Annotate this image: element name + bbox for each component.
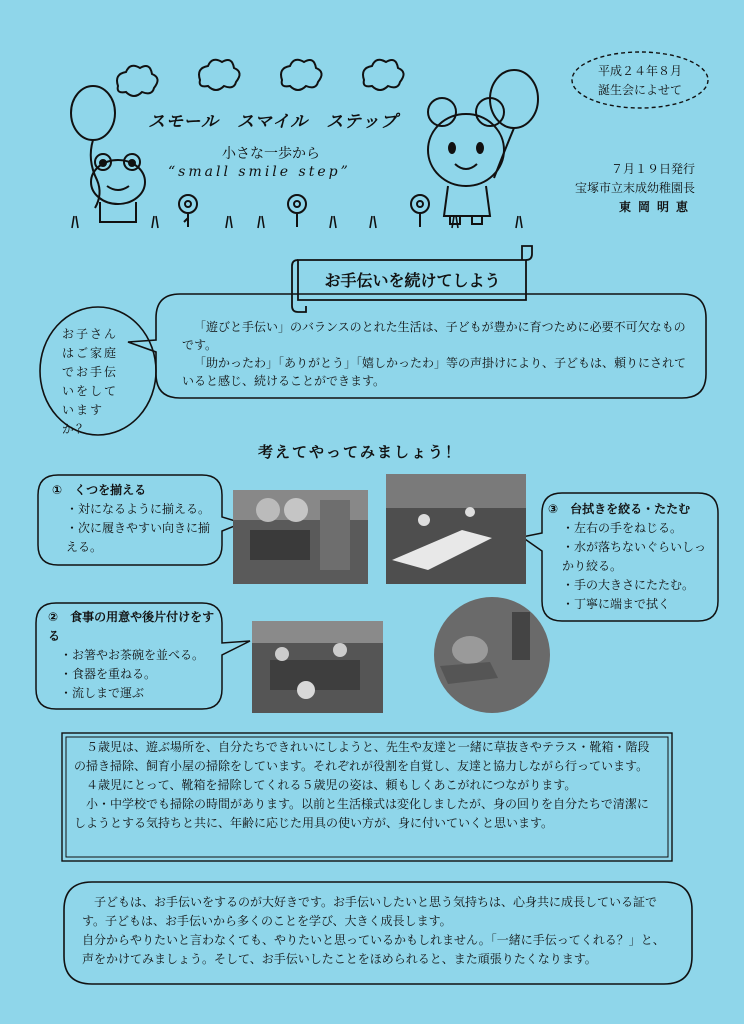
flower-icon	[288, 195, 306, 227]
card-item: ・手の大きさにたたむ。	[562, 578, 695, 592]
card-item: ・丁寧に端まで拭く	[562, 597, 671, 611]
oval-line-2: 誕生会によせて	[597, 83, 682, 97]
card-meal	[48, 608, 220, 703]
box-para-3: 小・中学校でも掃除の時間があります。以前と生活様式は変化しましたが、身の回りを自分たちで清潔にしようとする気持ちと共に、年齢に応じた用具の使い方が、身に付いていくと思います。	[74, 797, 649, 830]
card-item: ・対になるように揃える。	[66, 502, 211, 516]
card-item: ・水が落ちないぐらいしっかり絞る。	[562, 540, 707, 573]
photo-wiping	[434, 597, 550, 713]
card-item: ・流しまで運ぶ	[60, 686, 145, 700]
issuer: 宝塚市立末成幼稚園長	[574, 181, 695, 195]
banner-heading: お手伝いを続けてしよう	[324, 271, 501, 290]
photo-shoes	[233, 490, 368, 584]
card-item: ・お箸やお茶碗を並べる。	[60, 648, 205, 662]
intro-para-2: 「助かったわ」「ありがとう」「嬉しかったわ」等の声掛けにより、子どもは、頼りにされていると感じ、続けることができます。	[182, 356, 687, 388]
author-name: 東岡明恵	[618, 200, 695, 214]
bottom-para-2: 自分からやりたいと言わなくても、やりたいと思っているかもしれません。「一緒に手伝ってくれる？」と、声をかけてみましょう。そして、お手伝いしたことをほめられると、また頑張りたくなります。	[82, 933, 665, 966]
school-box-text	[74, 738, 658, 833]
issue-info	[570, 160, 695, 217]
section-heading: 考えてやってみましょう！	[258, 443, 463, 461]
box-para-1: ５歳児は、遊ぶ場所を、自分たちできれいにしようと、先生や友達と一緒に草抜きやテラス・靴箱・階段の掃き掃除、飼育小屋の掃除をしています。それぞれが役割を自覚し、友達と協力しながら行っています。	[74, 740, 650, 773]
flower-icon	[179, 195, 197, 227]
intro-text	[182, 318, 690, 390]
newsletter-subtitle-en: “small smile step”	[168, 164, 351, 180]
issue-date: ７月１９日発行	[610, 162, 695, 176]
card-title: ① くつを揃える	[52, 483, 147, 497]
card-item: ・食器を重ねる。	[60, 667, 157, 681]
bottom-para-1: 子どもは、お手伝いをするのが大好きです。お手伝いしたいと思う気持ちは、心身共に成長している証です。子どもは、お手伝いから多くのことを学び、大きく成長します。	[82, 895, 658, 928]
card-title: ③ 台拭きを絞る・たたむ	[548, 502, 691, 516]
photo-meal	[252, 621, 383, 713]
date-oval-text	[578, 62, 702, 100]
photo-table	[386, 474, 526, 584]
card-item: ・次に履きやすい向きに揃える。	[66, 521, 211, 554]
card-wiping	[548, 500, 708, 614]
newsletter-subtitle: 小さな一歩から	[222, 146, 320, 162]
oval-line-1: 平成２４年８月	[597, 64, 682, 78]
box-para-2: ４歳児にとって、靴箱を掃除してくれる５歳児の姿は、頼もしくあこがれにつながります。	[86, 778, 577, 792]
cloud-icon	[199, 60, 240, 90]
cloud-icon	[281, 60, 322, 90]
bottom-text	[82, 893, 672, 969]
card-item: ・左右の手をねじる。	[562, 521, 683, 535]
cloud-icon	[117, 66, 158, 96]
question-text: お子さんはご家庭でお手伝いをしていますか？	[62, 327, 119, 436]
flower-icon	[411, 195, 429, 227]
intro-para-1: 「遊びと手伝い」のバランスのとれた生活は、子どもが豊かに育つために必要不可欠なものです。	[182, 320, 686, 352]
cloud-icon	[363, 60, 404, 90]
card-shoes	[52, 481, 220, 557]
bear-icon	[428, 98, 504, 224]
card-title: ② 食事の用意や後片付けをする	[48, 610, 215, 643]
newsletter-title: スモール スマイル ステップ	[148, 112, 398, 132]
